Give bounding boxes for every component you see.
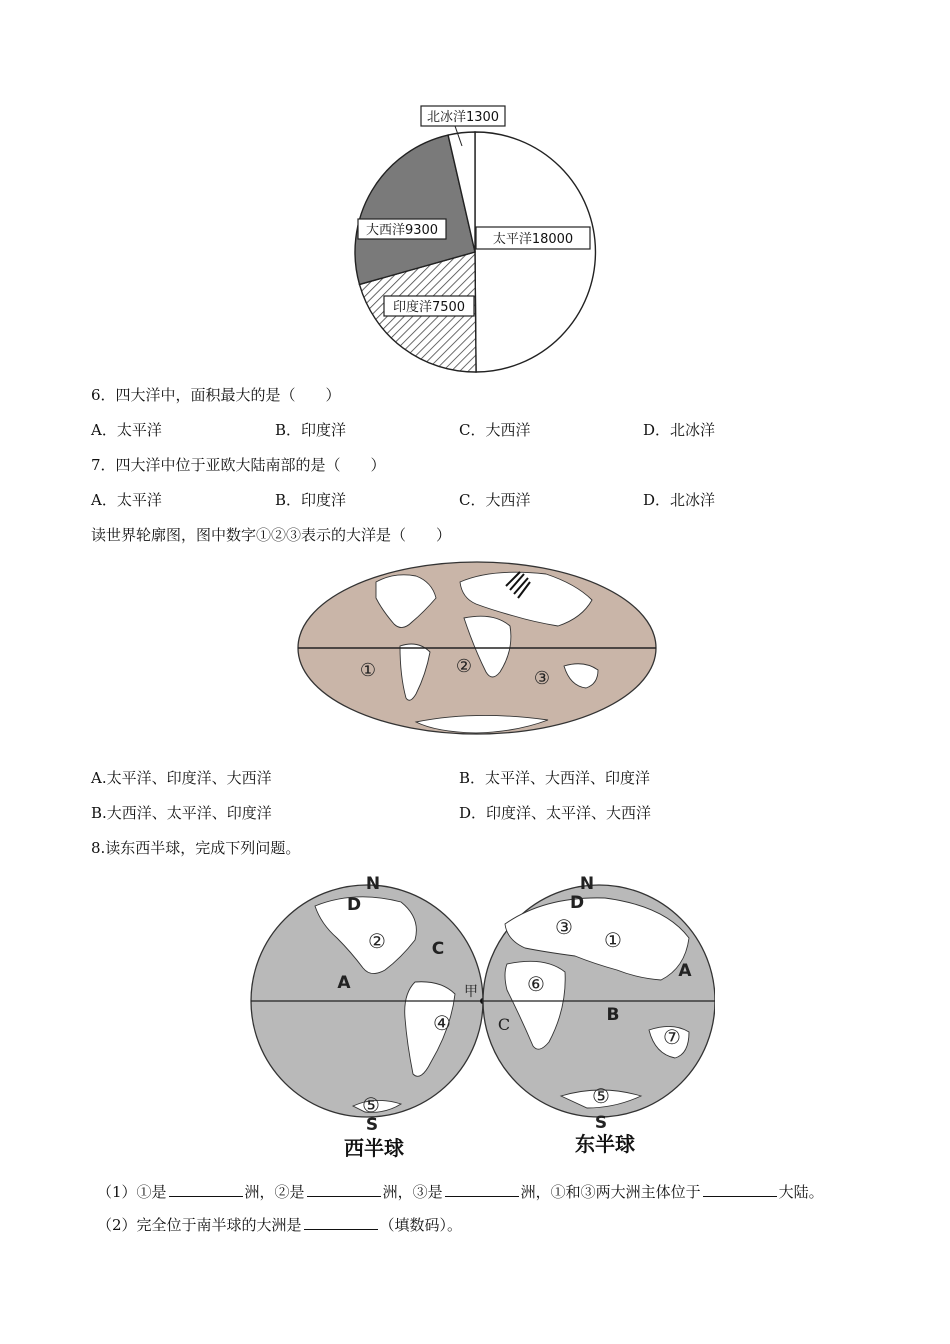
west-hemisphere-caption: 西半球 [344,1136,404,1160]
western-hemisphere [251,874,483,1160]
ocean-area-pie-chart [340,100,610,380]
map-option-a: A.太平洋、印度洋、大西洋 [91,769,272,787]
east-north-label: N [579,874,595,894]
ocean-marker-2: ② [455,656,473,677]
q6-option-a: A．太平洋 [91,421,162,439]
pie-label-pacific: 太平洋18000 [492,232,574,247]
west-letter-d: D [346,895,362,915]
q7-option-a: A．太平洋 [91,491,162,509]
east-number-1: ① [604,928,622,952]
east-number-5: ⑤ [592,1084,610,1108]
world-outline-map [296,560,658,736]
q8-sub1-part2: 洲，②是 [244,1183,305,1201]
map-option-d: D．印度洋、太平洋、大西洋 [459,804,652,822]
west-south-label: S [365,1115,379,1135]
east-letter-c: C [497,1015,511,1034]
q8-sub1-part4: 洲，①和③两大洲主体位于 [520,1183,701,1201]
q7-option-d: D．北冰洋 [643,491,716,509]
east-letter-d: D [569,893,585,913]
west-number-4: ④ [433,1011,451,1035]
answer-blank-2[interactable] [307,1182,381,1197]
q6-option-c: C．大西洋 [459,421,531,439]
pie-label-arctic: 北冰洋1300 [426,110,500,125]
east-number-7: ⑦ [663,1025,681,1049]
east-number-3: ③ [555,915,573,939]
east-letter-b: B [606,1005,620,1025]
west-letter-a: A [337,973,351,993]
east-hemisphere-caption: 东半球 [575,1132,635,1156]
east-number-6: ⑥ [527,972,545,996]
point-jia-label: 甲 [464,984,478,1000]
answer-blank-4[interactable] [703,1182,777,1197]
answer-blank-1[interactable] [169,1182,243,1197]
q8-sub1-part3: 洲，③是 [382,1183,443,1201]
q7-stem: 7．四大洋中位于亚欧大陆南部的是（ ） [91,456,386,474]
q6-option-d: D．北冰洋 [643,421,716,439]
q6-stem: 6．四大洋中，面积最大的是（ ） [91,386,341,404]
map-option-b: B．太平洋、大西洋、印度洋 [459,769,651,787]
west-north-label: N [365,874,381,894]
pie-slice-pacific [475,132,595,372]
eastern-hemisphere [483,874,715,1156]
q8-sub2-part2: （填数码）。 [379,1216,463,1234]
west-number-2: ② [368,929,386,953]
q6-option-b: B．印度洋 [275,421,347,439]
pie-label-atlantic: 大西洋9300 [365,223,439,238]
q8-sub1-part5: 大陆。 [778,1183,824,1201]
west-number-5: ⑤ [362,1093,380,1117]
q8-sub2 [97,1215,462,1235]
east-letter-a: A [678,961,692,981]
map-question-stem: 读世界轮廓图，图中数字①②③表示的大洋是（ ） [91,526,452,544]
q8-sub1-part1: （1）①是 [97,1183,167,1201]
east-south-label: S [594,1113,608,1133]
answer-blank-3[interactable] [445,1182,519,1197]
q7-option-c: C．大西洋 [459,491,531,509]
q8-sub2-part1: （2）完全位于南半球的大洲是 [97,1216,302,1234]
ocean-marker-3: ③ [533,668,551,689]
q8-stem: 8.读东西半球，完成下列问题。 [91,839,301,857]
pie-label-indian: 印度洋7500 [392,300,466,315]
east-west-hemispheres-map [245,868,715,1168]
answer-blank-5[interactable] [304,1215,378,1230]
q8-sub1 [97,1182,824,1202]
ocean-marker-1: ① [359,660,377,681]
west-letter-c: C [431,939,445,959]
q7-option-b: B．印度洋 [275,491,347,509]
map-option-c: B.大西洋、太平洋、印度洋 [91,804,272,822]
